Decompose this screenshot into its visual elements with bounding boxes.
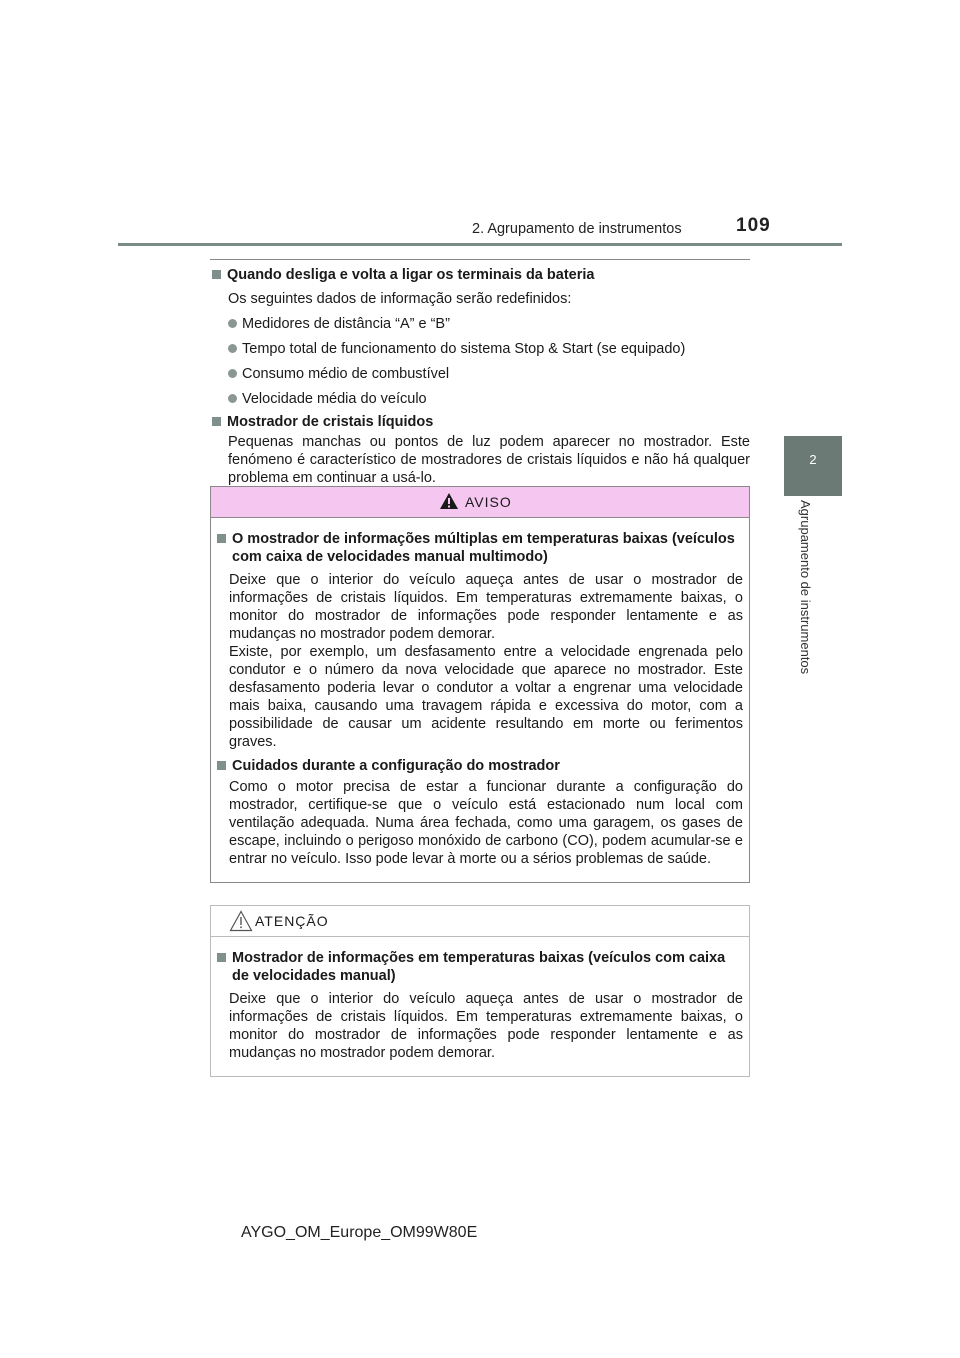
bullet-icon [228, 344, 237, 353]
chapter-tab [784, 436, 842, 496]
warning-paragraph: Deixe que o interior do veículo aqueça antes de usar o mostrador de informações de cristais líquidos. Em temperaturas extremamente baixas, o monitor do mostrador de informações pode responder lentamente e as mudanças no mostrador podem demorar. [229, 572, 743, 642]
list-item: Velocidade média do veículo [228, 390, 750, 408]
list-item: Medidores de distância “A” e “B” [228, 315, 750, 333]
warning-heading: O mostrador de informações múltiplas em temperaturas baixas (veículos com caixa de velocidades manual multimodo) [215, 530, 743, 566]
square-bullet-icon [217, 761, 226, 770]
main-content [210, 266, 750, 487]
caution-body [211, 937, 749, 1076]
square-bullet-icon [212, 417, 221, 426]
list-item: Consumo médio de combustível [228, 365, 750, 383]
section-heading: Mostrador de cristais líquidos [210, 413, 750, 431]
warning-paragraph: Como o motor precisa de estar a funcionar durante a configuração do mostrador, certifique-se que o veículo está estacionado num local com ventilação adequada. Numa área fechada, como uma garagem, os gases de escape, incluindo o perigoso monóxido de carbono (CO), podem acumular-se e entrar no veículo. Isso pode levar à morte ou a sérios problemas de saúde. [229, 779, 743, 867]
bullet-icon [228, 319, 237, 328]
header-rule [118, 243, 842, 246]
footer-doc-id: AYGO_OM_Europe_OM99W80E [241, 1224, 478, 1241]
page-number: 109 [736, 215, 771, 236]
paragraph: Pequenas manchas ou pontos de luz podem aparecer no mostrador. Este fenómeno é característico de mostradores de cristais líquidos e não há qualquer problema em continuar a usá-lo. [228, 434, 750, 486]
caution-box [210, 905, 750, 1077]
chapter-label: Agrupamento de instrumentos [798, 500, 813, 675]
paragraph: Os seguintes dados de informação serão redefinidos: [228, 291, 572, 307]
warning-heading: Cuidados durante a configuração do mostrador [215, 757, 743, 775]
square-bullet-icon [217, 953, 226, 962]
warning-title: AVISO [465, 494, 512, 510]
section-title: 2. Agrupamento de instrumentos [472, 221, 682, 237]
section-heading: Quando desliga e volta a ligar os terminais da bateria [210, 266, 750, 284]
caution-title: ATENÇÃO [255, 913, 329, 929]
caution-triangle-icon [229, 910, 253, 932]
top-rule [210, 259, 750, 260]
bullet-icon [228, 369, 237, 378]
bullet-icon [228, 394, 237, 403]
caution-paragraph: Deixe que o interior do veículo aqueça antes de usar o mostrador de informações de cristais líquidos. Em temperaturas extremamente baixas, o monitor do mostrador de informações pode responder lentamente e as mudanças no mostrador podem demorar. [229, 991, 743, 1061]
warning-box [210, 486, 750, 883]
warning-triangle-icon [439, 492, 459, 510]
warning-body [211, 518, 749, 882]
square-bullet-icon [217, 534, 226, 543]
caution-header [211, 906, 749, 937]
chapter-number: 2 [809, 452, 817, 467]
list-item: Tempo total de funcionamento do sistema Stop & Start (se equipado) [228, 340, 750, 358]
square-bullet-icon [212, 270, 221, 279]
caution-heading: Mostrador de informações em temperaturas baixas (veículos com caixa de velocidades manual) [215, 949, 743, 985]
warning-header [211, 487, 749, 518]
warning-paragraph: Existe, por exemplo, um desfasamento entre a velocidade engrenada pelo condutor e o número da nova velocidade que aparece no mostrador. Este desfasamento poderia levar o condutor a voltar a engrenar uma velocidade mais baixa, causando uma travagem rápida e excessiva do motor, com a possibilidade de causar um acidente resultando em morte ou ferimentos graves. [229, 644, 743, 750]
